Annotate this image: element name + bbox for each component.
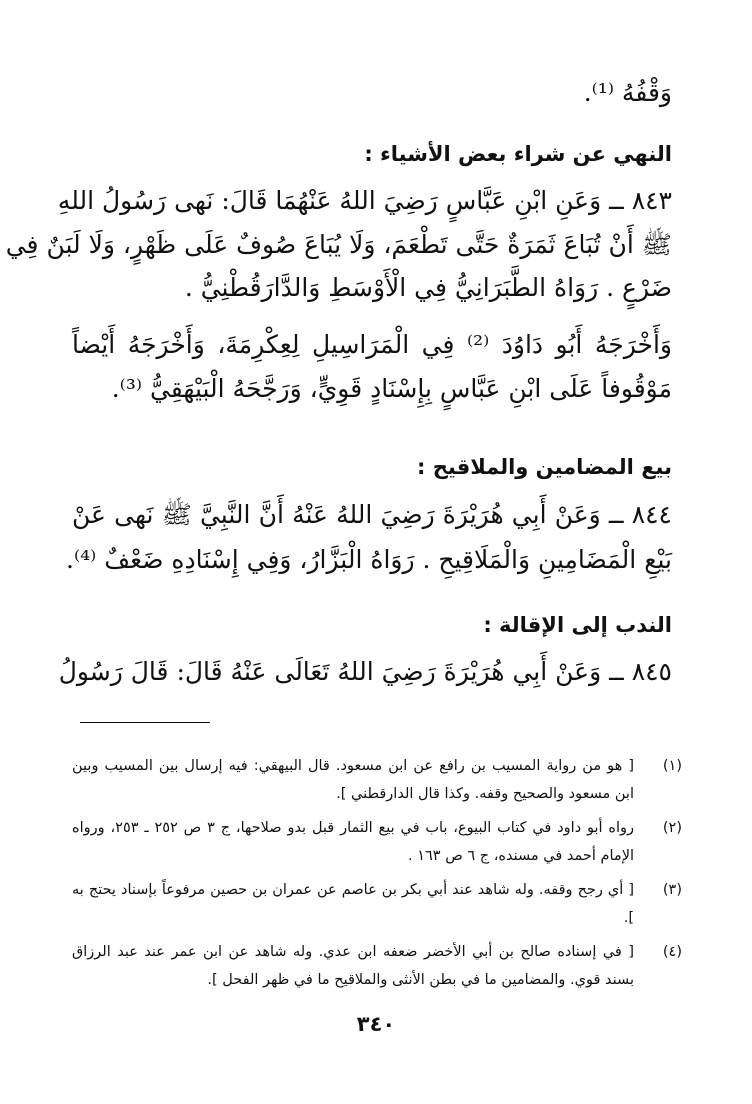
hadith-844-line-2: بَيْعِ الْمَضَامِينِ وَالْمَلَاقِيحِ . رَوَاهُ الْبَزَّارُ، وَفِي إِسْنَادِهِ ضَعْفٌ ⁽⁴⁾. <box>66 545 672 574</box>
footnote-number: (٢) <box>662 820 682 836</box>
section-heading-madamin: بيع المضامين والملاقيح : <box>417 455 672 479</box>
hadith-843-line-5: مَوْقُوفاً عَلَى ابْنِ عَبَّاسٍ بِإِسْنَادٍ قَوِيٍّ، وَرَجَّحَهُ الْبَيْهَقِيُّ ⁽³⁾. <box>111 374 672 403</box>
section-heading-iqala: الندب إلى الإقالة : <box>483 613 672 637</box>
footnote-text: [ هو من رواية المسيب بن رافع عن ابن مسعود. قال البيهقي: فيه إرسال بين المسيب وبين ابن مسعود والصحيح وقفه. وكذا قال الدارقطني ]. <box>72 758 634 802</box>
text-line-top: وَقْفُهُ ⁽¹⁾. <box>583 78 672 107</box>
section-heading-prohibition: النهي عن شراء بعض الأشياء : <box>364 142 672 166</box>
footnote-number: (١) <box>662 758 682 774</box>
footnote-1 <box>72 752 682 808</box>
page-number: ٣٤٠ <box>356 1012 396 1036</box>
hadith-843-line-1: ٨٤٣ ــ وَعَنِ ابْنِ عَبَّاسٍ رَضِيَ اللهُ عَنْهُمَا قَالَ: نَهى رَسُولُ اللهِ <box>57 186 672 215</box>
footnote-number: (٣) <box>662 882 682 898</box>
footnote-text: [ في إسناده صالح بن أبي الأخضر ضعفه ابن عدي. وله شاهد عن ابن عمر عند عبد الرزاق بسند قوي. والمضامين ما في بطن الأنثى والملاقيح ما في ظهر الفحل ]. <box>72 944 634 988</box>
hadith-844-line-1: ٨٤٤ ــ وَعَنْ أَبِي هُرَيْرَةَ رَضِيَ اللهُ عَنْهُ أَنَّ النَّبِيَّ ﷺ نَهى عَنْ <box>72 500 672 529</box>
footnote-4 <box>72 938 682 994</box>
footnote-2 <box>72 814 682 870</box>
hadith-843-line-2: ﷺ أَنْ تُبَاعَ ثَمَرَةٌ حَتَّى تَطْعَمَ، وَلَا يُبَاعَ صُوفٌ عَلَى ظَهْرٍ، وَلَا لَبَنٌ فِي <box>5 230 672 259</box>
hadith-845-line-1: ٨٤٥ ــ وَعَنْ أَبِي هُرَيْرَةَ رَضِيَ اللهُ تَعَالَى عَنْهُ قَالَ: قَالَ رَسُولُ <box>58 657 672 686</box>
footnote-3 <box>72 876 682 932</box>
hadith-843-line-3: ضَرْعٍ . رَوَاهُ الطَّبَرَانِيُّ فِي الْأَوْسَطِ وَالدَّارَقُطْنِيُّ . <box>184 273 672 302</box>
hadith-843-line-4: وَأَخْرَجَهُ أَبُو دَاوُدَ ⁽²⁾ فِي الْمَرَاسِيلِ لِعِكْرِمَةَ، وَأَخْرَجَهُ أَيْضاً <box>72 330 672 359</box>
footnote-text: [ أي رجح وقفه. وله شاهد عند أبي بكر بن عاصم عن عمران بن حصين مرفوعاً بإسناد يحتج به ]. <box>72 882 634 926</box>
footnote-text: رواه أبو داود في كتاب البيوع، باب في بيع الثمار قبل بدو صلاحها، ج ٣ ص ٢٥٢ ـ ٢٥٣، ورواه الإمام أحمد في مسنده، ج ٦ ص ١٦٣ . <box>72 820 635 864</box>
footnote-separator <box>80 722 210 723</box>
footnote-number: (٤) <box>662 944 682 960</box>
